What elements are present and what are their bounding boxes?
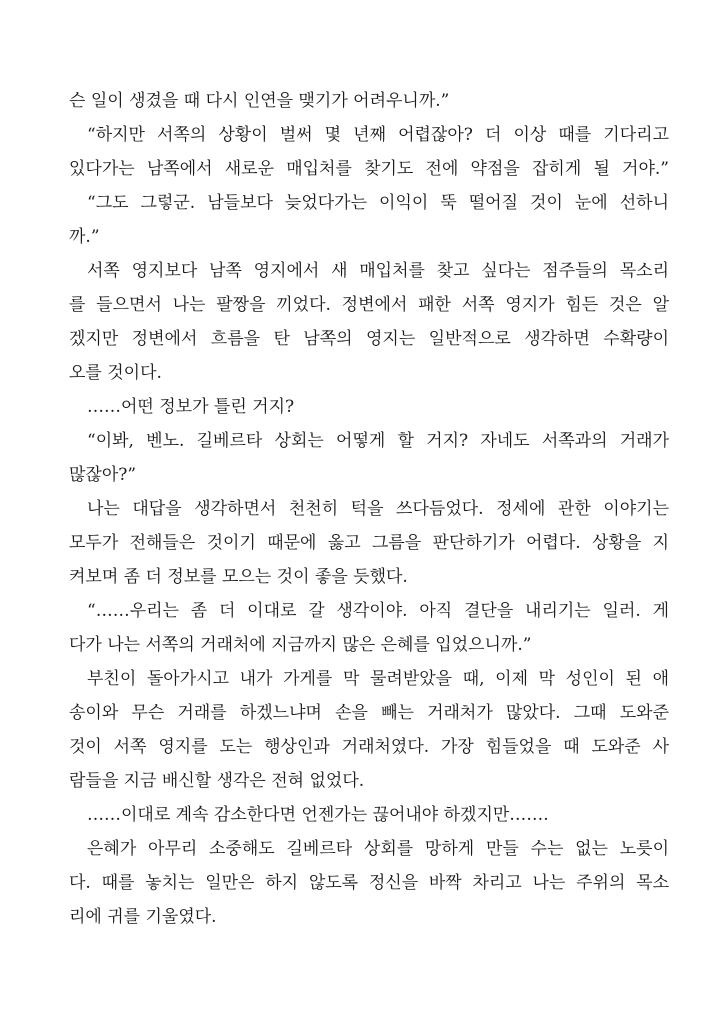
text-line: 슨 일이 생겼을 때 다시 인연을 맺기가 어려우니까.” <box>69 91 450 111</box>
text-line: ……이대로 계속 감소한다면 언젠가는 끊어내야 하겠지만……. <box>87 805 549 825</box>
text-line: 다가 나는 서쪽의 거래처에 지금까지 많은 은혜를 입었으니까.” <box>69 635 532 655</box>
text-line: 리에 귀를 기울였다. <box>69 907 217 927</box>
text-line: 부친이 돌아가시고 내가 가게를 막 물려받았을 때, 이제 막 성인이 된 애 <box>87 669 669 689</box>
text-line: 서쪽 영지보다 남쪽 영지에서 새 매입처를 찾고 싶다는 점주들의 목소리 <box>87 261 669 281</box>
text-line: 를 들으면서 나는 팔짱을 끼었다. 정변에서 패한 서쪽 영지가 힘든 것은 알 <box>69 295 669 315</box>
text-line: 있다가는 남쪽에서 새로운 매입처를 찾기도 전에 약점을 잡히게 될 거야.” <box>69 159 669 179</box>
text-line: ……어떤 정보가 틀린 거지? <box>87 397 295 417</box>
text-line: 다. 때를 놓치는 일만은 하지 않도록 정신을 바짝 차리고 나는 주위의 목소 <box>69 873 669 893</box>
text-line: 켜보며 좀 더 정보를 모으는 것이 좋을 듯했다. <box>69 567 408 587</box>
text-line: 은혜가 아무리 소중해도 길베르타 상회를 망하게 만들 수는 없는 노릇이 <box>87 839 669 859</box>
text-line: 모두가 전해들은 것이기 때문에 옳고 그름을 판단하기가 어렵다. 상황을 지 <box>69 533 669 553</box>
text-line: 오를 것이다. <box>69 363 162 383</box>
text-line: “……우리는 좀 더 이대로 갈 생각이야. 아직 결단을 내리기는 일러. 게 <box>87 601 669 621</box>
text-line: 많잖아?” <box>69 465 137 485</box>
text-line: 겠지만 정변에서 흐름을 탄 남쪽의 영지는 일반적으로 생각하면 수확량이 <box>69 329 669 349</box>
text-line: “하지만 서쪽의 상황이 벌써 몇 년째 어렵잖아? 더 이상 때를 기다리고 <box>87 125 669 145</box>
text-line: 송이와 무슨 거래를 하겠느냐며 손을 빼는 거래처가 많았다. 그때 도와준 <box>69 703 669 723</box>
text-line: 것이 서쪽 영지를 도는 행상인과 거래처였다. 가장 힘들었을 때 도와준 사 <box>69 737 669 757</box>
text-line: 람들을 지금 배신할 생각은 전혀 없었다. <box>69 771 365 791</box>
text-line: 까.” <box>69 227 100 247</box>
text-line: “그도 그렇군. 남들보다 늦었다가는 이익이 뚝 떨어질 것이 눈에 선하니 <box>87 193 669 213</box>
body-text <box>69 84 669 934</box>
text-line: “이봐, 벤노. 길베르타 상회는 어떻게 할 거지? 자네도 서쪽과의 거래가 <box>87 431 669 451</box>
text-line: 나는 대답을 생각하면서 천천히 턱을 쓰다듬었다. 정세에 관한 이야기는 <box>87 499 669 519</box>
